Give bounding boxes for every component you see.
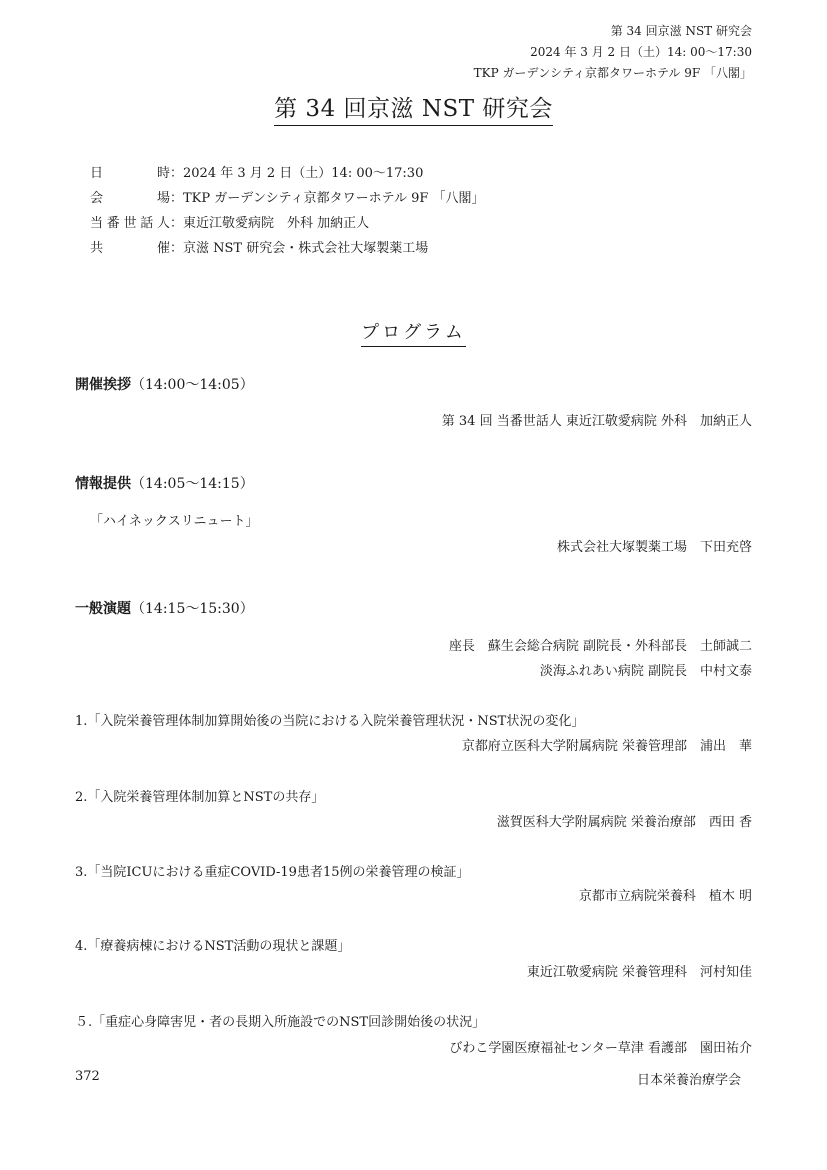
info-row-cosponsor (90, 237, 428, 256)
info-row-venue (90, 187, 485, 206)
talk-speaker: 京都市立病院栄養科 植木 明 (578, 889, 752, 904)
section-time: （14:15〜15:30） (131, 601, 254, 617)
section-time: （14:00〜14:05） (131, 377, 254, 393)
info-label: 共 催 (90, 241, 170, 256)
info-value: ：京滋 NST 研究会・株式会社大塚製薬工場 (170, 241, 429, 256)
section-heading: 情報提供 (75, 476, 131, 492)
section-heading: 開催挨拶 (75, 377, 131, 393)
info-row-host (90, 212, 369, 231)
section-opening (75, 374, 254, 394)
section-time: （14:05〜14:15） (131, 476, 254, 492)
header-line-2: 2024 年 3 月 2 日（土）14: 00〜17:30 (530, 45, 752, 59)
header-line-3: TKP ガーデンシティ京都タワーホテル 9F 「八閣」 (473, 66, 752, 80)
info-label: 当番世話人 (90, 216, 170, 231)
talk-title: 3.「当院ICUにおける重症COVID-19患者15例の栄養管理の検証」 (75, 865, 470, 880)
section-info-provision (75, 473, 254, 493)
info-row-date (90, 162, 423, 181)
talk-speaker: 東近江敬愛病院 栄養管理科 河村知佳 (526, 965, 752, 980)
talk-title: ５.「重症心身障害児・者の長期入所施設でのNST回診開始後の状況」 (75, 1015, 486, 1030)
talk-speaker: 滋賀医科大学附属病院 栄養治療部 西田 香 (496, 815, 752, 830)
chair-line-1: 座長 蘇生会総合病院 副院長・外科部長 土師誠二 (448, 639, 752, 654)
talk-title: 1.「入院栄養管理体制加算開始後の当院における入院栄養管理状況・NST状況の変化」 (75, 714, 585, 729)
program-title (0, 318, 827, 347)
program-title-text: プログラム (361, 318, 466, 347)
talk-speaker: 京都府立医科大学附属病院 栄養管理部 浦出 華 (461, 739, 752, 754)
page-title (0, 90, 827, 126)
section-heading: 一般演題 (75, 601, 131, 617)
talk-title: 4.「療養病棟におけるNST活動の現状と課題」 (75, 939, 351, 954)
info-label: 会 場 (90, 191, 170, 206)
page-number: 372 (75, 1069, 100, 1084)
info-provision-speaker: 株式会社大塚製薬工場 下田充啓 (556, 540, 752, 555)
opening-speaker: 第 34 回 当番世話人 東近江敬愛病院 外科 加納正人 (441, 414, 752, 429)
info-value: ：東近江敬愛病院 外科 加納正人 (170, 216, 370, 231)
info-value: ：TKP ガーデンシティ京都タワーホテル 9F 「八閣」 (170, 191, 485, 206)
page-title-text: 第 34 回京滋 NST 研究会 (274, 90, 553, 126)
talk-speaker: びわこ学園医療福祉センター草津 看護部 園田祐介 (449, 1041, 752, 1056)
info-value: ：2024 年 3 月 2 日（土）14: 00〜17:30 (170, 166, 424, 181)
info-label: 日 時 (90, 166, 170, 181)
talk-title: 2.「入院栄養管理体制加算とNSTの共存」 (75, 790, 325, 805)
section-general (75, 598, 254, 618)
publisher-name: 日本栄養治療学会 (636, 1073, 741, 1088)
chair-line-2: 淡海ふれあい病院 副院長 中村文泰 (539, 664, 752, 679)
info-provision-topic: 「ハイネックスリニュート」 (90, 514, 259, 529)
header-line-1: 第 34 回京滋 NST 研究会 (610, 24, 752, 38)
